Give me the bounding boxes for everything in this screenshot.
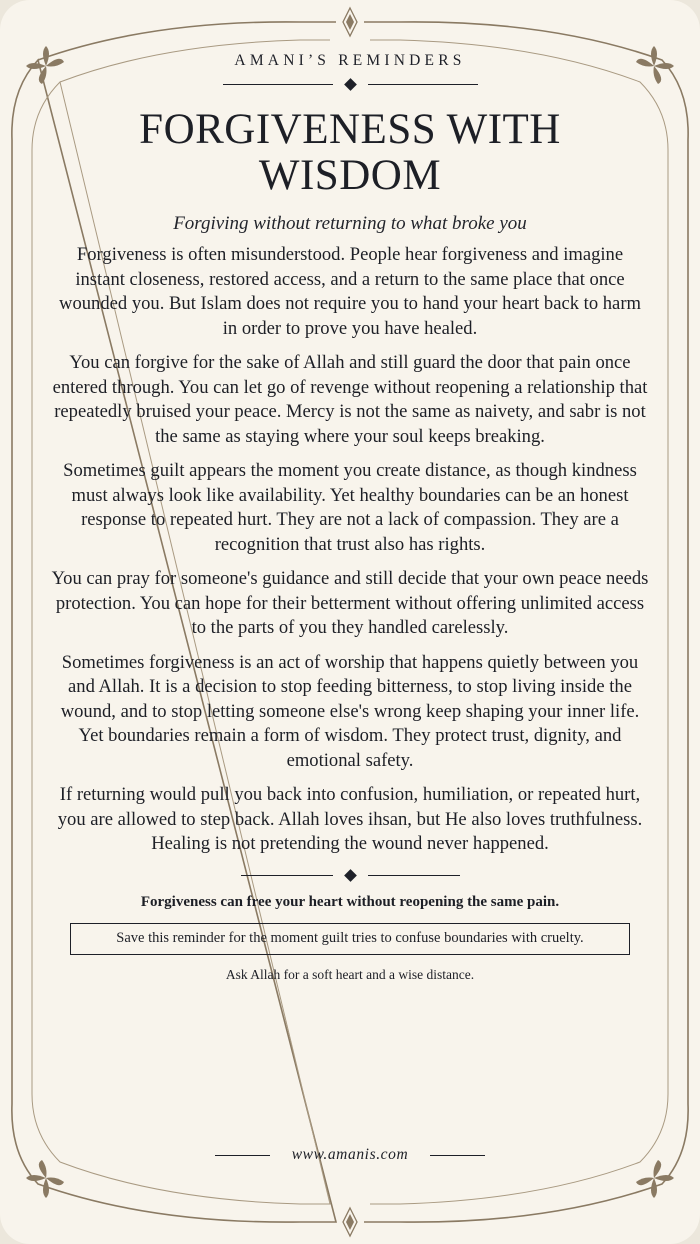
diamond-icon (344, 869, 357, 882)
body-paragraph: You can pray for someone's guidance and still decide that your own peace needs protection. You can hope for their betterment without offering unlimited access to the parts of you they handled carelessly. (51, 568, 649, 638)
corner-fleur-bottom-right (636, 1160, 674, 1198)
header-divider (50, 80, 650, 89)
website-link[interactable]: www.amanis.com (291, 1146, 409, 1163)
body-paragraph: Sometimes forgiveness is an act of worship that happens quietly between you and Allah. It is a decision to stop feeding bitterness, to stop living inside the wound, and to stop letting someone else's wrong keep shaping your inner life. Yet boundaries remain a form of wisdom. They protect trust, dignity, and emotional safety. (60, 651, 640, 771)
reminder-body (50, 243, 650, 857)
body-paragraph: You can forgive for the sake of Allah and still guard the door that pain once entered through. You can let go of revenge without reopening a relationship that repeatedly bruised your peace. Mercy is not the same as naivety, and sabr is not the same as staying where your soul keeps breaking. (52, 352, 648, 447)
save-reminder-note: Save this reminder for the moment guilt tries to confuse boundaries with cruelty. (70, 923, 630, 955)
corner-fleur-bottom-left (26, 1160, 64, 1198)
brand-name: AMANI’S REMINDERS (234, 52, 466, 69)
page-subtitle: Forgiving without returning to what broke you (173, 213, 527, 234)
body-paragraph: Sometimes guilt appears the moment you create distance, as though kindness must always look like availability. Yet healthy boundaries can be an honest response to repeated hurt. They are not a lack of compassion. They are a recognition that trust also has rights. (63, 460, 637, 555)
key-takeaway: Forgiveness can free your heart without reopening the same pain. (140, 893, 560, 910)
bottom-diamond-ornament (343, 1208, 357, 1236)
diamond-icon (344, 78, 357, 91)
divider-line (368, 84, 478, 85)
body-paragraph: If returning would pull you back into confusion, humiliation, or repeated hurt, you are allowed to step back. Allah loves ihsan, but He also loves truthfulness. Healing is not pretending the wound never happened. (57, 784, 643, 854)
divider-line (368, 875, 460, 876)
page-title: FORGIVENESS WITH WISDOM (139, 106, 561, 199)
footer-line (215, 1155, 270, 1156)
card-content (50, 48, 650, 983)
body-divider (50, 871, 650, 880)
divider-line (223, 84, 333, 85)
body-paragraph: Forgiveness is often misunderstood. People hear forgiveness and imagine instant closeness, restored access, and a return to the same place that once wounded you. But Islam does not require you to hand your heart back to harm in order to prove you have healed. (59, 244, 641, 339)
divider-line (241, 875, 333, 876)
footer-line (430, 1155, 485, 1156)
closing-line: Ask Allah for a soft heart and a wise distance. (225, 966, 475, 982)
footer (0, 1146, 700, 1164)
top-diamond-ornament (343, 8, 357, 36)
